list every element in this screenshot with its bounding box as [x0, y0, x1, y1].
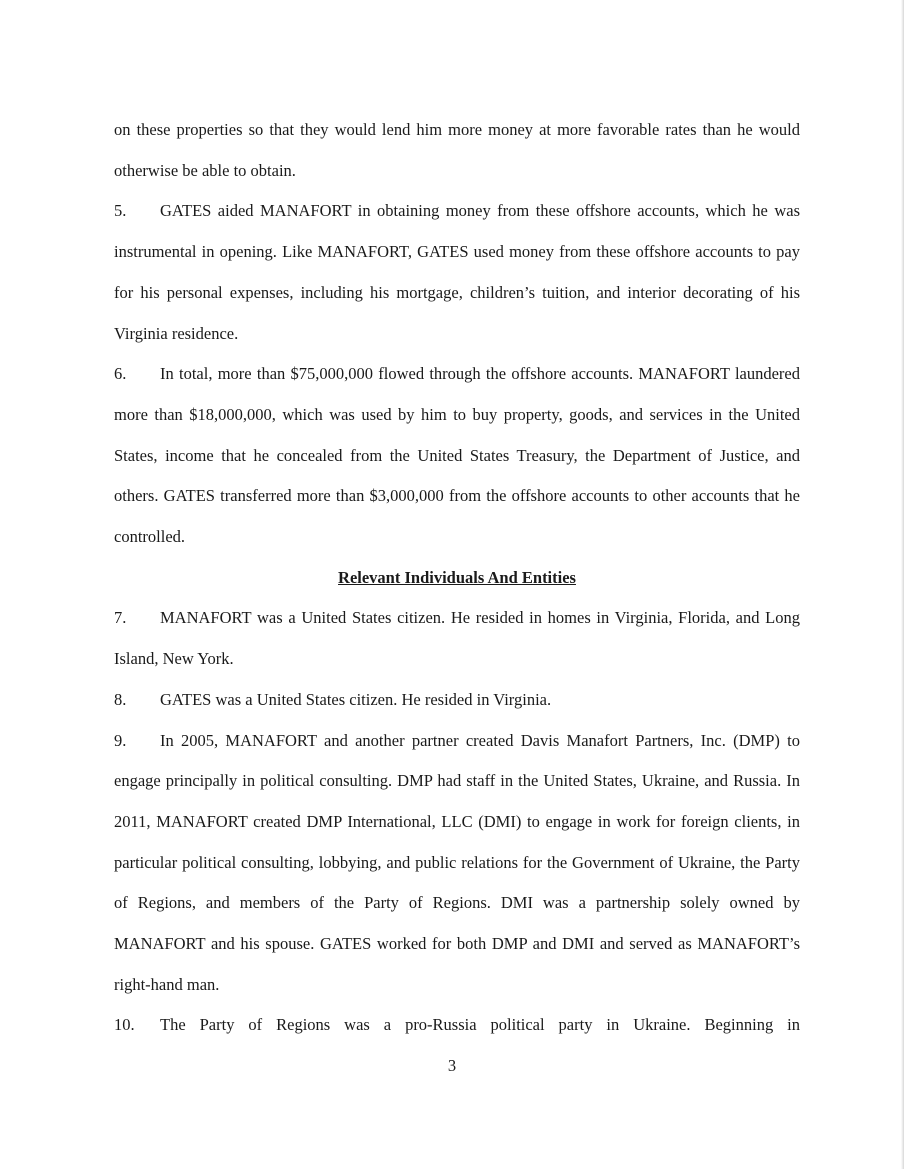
paragraph-text: GATES was a United States citizen. He resided in Virginia. — [160, 689, 552, 709]
paragraph-number: 7. — [114, 608, 127, 628]
paragraph-5 — [114, 191, 800, 354]
paragraph-text: In total, more than $75,000,000 flowed through the offshore accounts. MANAFORT laundered more than $18,000,000, which was used by him to buy property, goods, and services in the United States, income that he concealed from the United States Treasury, the Department of Justice, and others. GATES transferred more than $3,000,000 from the offshore accounts to other accounts that he controlled. — [114, 364, 800, 547]
paragraph-9 — [114, 721, 800, 1006]
continuation-text: on these properties so that they would lend him more money at more favorable rates than he would otherwise be able to obtain. — [114, 120, 800, 180]
paragraph-number: 5. — [114, 201, 127, 221]
paragraph-number: 8. — [114, 689, 127, 709]
paragraph-text: The Party of Regions was a pro-Russia political party in Ukraine. Beginning in — [160, 1015, 800, 1035]
paragraph-6 — [114, 354, 800, 558]
paragraph-7 — [114, 598, 800, 679]
paragraph-10 — [114, 1005, 800, 1046]
paragraph-number: 6. — [114, 364, 127, 384]
paragraph-number: 9. — [114, 730, 127, 750]
paragraph-text: MANAFORT was a United States citizen. He resided in homes in Virginia, Florida, and Long Island, New York. — [114, 608, 800, 669]
paragraph-text: In 2005, MANAFORT and another partner created Davis Manafort Partners, Inc. (DMP) to engage principally in political consulting. DMP had staff in the United States, Ukraine, and Russia. In 2011, MANAFORT created DMP International, LLC (DMI) to engage in work for foreign clients, in particular political consulting, lobbying, and public relations for the Government of Ukraine, the Party of Regions, and members of the Party of Regions. DMI was a partnership solely owned by MANAFORT and his spouse. GATES worked for both DMP and DMI and served as MANAFORT’s right-hand man. — [114, 730, 800, 994]
continuation-paragraph — [114, 110, 800, 191]
page-number: 3 — [447, 1056, 457, 1075]
paragraph-8 — [114, 680, 800, 721]
document-body — [114, 110, 800, 1046]
paragraph-number: 10. — [114, 1015, 135, 1035]
paragraph-text: GATES aided MANAFORT in obtaining money from these offshore accounts, which he was instrumental in opening. Like MANAFORT, GATES used money from these offshore accounts to pay for his personal expenses, including his mortgage, children’s tuition, and interior decorating of his Virginia residence. — [114, 201, 800, 343]
section-heading: Relevant Individuals And Entities — [338, 567, 576, 587]
